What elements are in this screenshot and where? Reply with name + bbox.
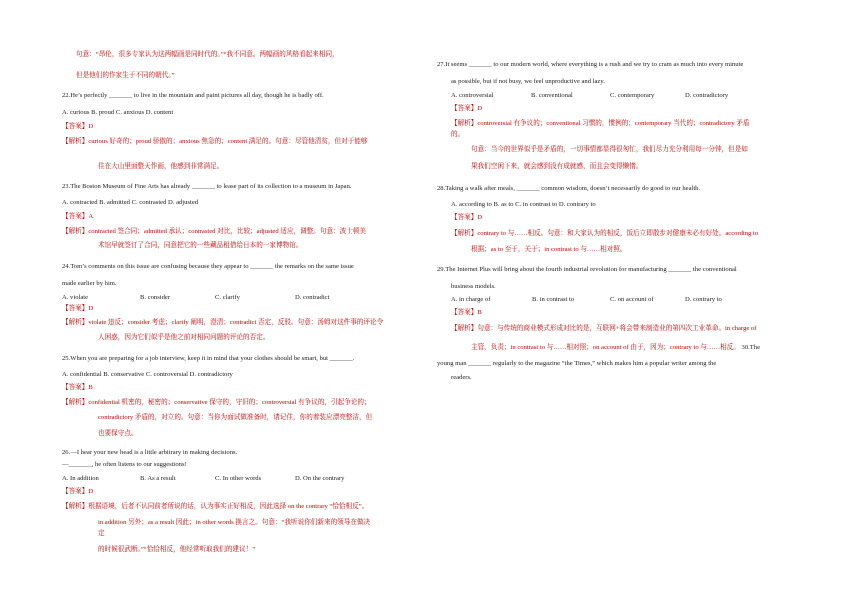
question-23-answer: 【答案】A <box>62 213 94 220</box>
question-26: 26.—I hear your new head is a little arbitrary in making decisions. <box>62 449 238 456</box>
question-29-options <box>437 296 811 304</box>
question-25-explanation: contradictory 矛盾的，对立的。句意：当你为面试做准备时，请记住，你的着装应漂亮整洁，但 <box>98 414 373 421</box>
option-c: C. clarify <box>215 294 240 301</box>
option-a: A. In addition <box>62 475 99 482</box>
question-27-options <box>437 92 811 100</box>
option-c: C. contemporary <box>610 92 655 99</box>
option-a: A. controversial <box>451 92 494 99</box>
question-29-explanation: 主管，负责；in contrast to 与……相对照；on account of 由于，因为；contrary to 与……相反。 <box>471 344 740 351</box>
question-28-options: A. according to B. as to C. in contrast to D. contrary to <box>451 201 596 208</box>
question-22-explanation: 【解析】curious 好奇的；proud 骄傲的；anxious 焦急的；content 满足的。句意：尽管他清贫，但对于能够 <box>62 138 368 145</box>
question-22-answer: 【答案】D <box>62 123 94 130</box>
question-26-explanation: 【解析】根据语境，后者不认同前者所说的话，认为事实正好相反，因此选择 on the contrary “恰恰相反”。 <box>62 503 369 510</box>
option-c: C. In other words <box>215 475 262 482</box>
question-23: 23.The Boston Museum of Fine Arts has already _______ to lease part of its collection to a museum in Japan. <box>62 183 352 190</box>
question-23-options: A. contracted B. admitted C. contrasted D. adjusted <box>62 199 199 206</box>
question-29-explanation: 【解析】句意：与传统的商业模式形成对比的是，互联网+将会带来制造业的第四次工业革命。in charge of <box>451 325 757 332</box>
question-26-answer: 【答案】D <box>62 488 94 495</box>
question-24-options <box>62 294 422 302</box>
question-24: made earlier by him. <box>62 280 117 287</box>
question-27-explanation: 句意：当今的世界似乎是矛盾的，一切事情都显得很匆忙，我们尽力充分利用每一分钟，但是如 <box>471 146 748 153</box>
option-d: D. contrary to <box>685 296 722 303</box>
option-c: C. on account of <box>610 296 654 303</box>
question-23-explanation: 【解析】contracted 签合同；admitted 承认；contrasted 对比，比较；adjusted 适应，调整。句意：波士顿美 <box>62 228 367 235</box>
intro-explanation-line: 句意：“昂伦，很多专家认为这两幅画是同时代的。”“我不同意。两幅画的风格看起来相同， <box>76 51 339 58</box>
question-26-explanation: in addition 另外；as a result 因此；in other words 换言之。句意：“我听说你们新来的领导在做决 <box>98 519 371 526</box>
question-29-explanation-row <box>437 344 831 352</box>
option-d: D. contradict <box>295 294 330 301</box>
option-b: B. conventional <box>531 92 573 99</box>
question-25-options: A. confidential B. conservative C. controversial D. contradictory <box>62 371 233 378</box>
question-29-answer: 【答案】B <box>451 309 482 316</box>
question-29: 29.The Internet Plus will bring about the fourth industrial revolution for manufacturing _______ the conventional <box>437 266 737 273</box>
question-22-options: A. curious B. proud C. anxious D. content <box>62 109 174 116</box>
question-26-options <box>62 475 422 483</box>
question-25: 25.When you are preparing for a job interview, keep it in mind that your clothes should be smart, but _______. <box>62 355 355 362</box>
option-a: A. in charge of <box>451 296 491 303</box>
question-26: —_______, he often listens to our suggestions! <box>62 461 187 468</box>
question-28-answer: 【答案】D <box>451 214 483 221</box>
question-24-answer: 【答案】D <box>62 305 94 312</box>
question-30: young man _______ regularly to the magazine “the Times,” which makes him a popular writer among the <box>437 360 717 367</box>
question-30-number: 30.The <box>741 344 761 351</box>
question-24-explanation: 【解析】violate 违反；consider 考虑；clarify 阐明，澄清；contradict 否定，反驳。句意：汤姆对这件事的评论令 <box>62 319 384 326</box>
option-a: A. violate <box>62 294 89 301</box>
question-24-explanation: 人困惑，因为它们似乎是他之前对相同问题的评论的否定。 <box>98 334 270 341</box>
question-30: readers. <box>451 374 472 381</box>
question-23-explanation: 术馆早就签订了合同，同意把它的一些藏品租借给日本的一家博物馆。 <box>98 242 303 249</box>
option-b: B. As a result <box>140 475 176 482</box>
intro-explanation-line: 但是他们的作家生于不同的朝代。” <box>76 72 175 79</box>
option-d: D. On the contrary <box>295 475 345 482</box>
option-b: B. in contrast to <box>532 296 575 303</box>
question-27-explanation: 果我们空闲下来，就会感到没有成就感，而且会变得懒惰。 <box>471 163 643 170</box>
question-29: business models. <box>451 283 496 290</box>
question-22: 22.He’s perfectly _______ to live in the mountain and paint pictures all day, though he is badly off. <box>62 92 324 99</box>
question-28-explanation: 【解析】contrary to 与……相反。句意：和大家认为的相反，饭后立即散步对健康未必有好处。according to <box>451 230 759 237</box>
question-28: 28.Taking a walk after meals, _______ common wisdom, doesn’t necessarily do good to our health. <box>437 185 701 192</box>
question-26-explanation: 的时候很武断。”“恰恰相反，他经常听取我们的建议！” <box>98 546 256 553</box>
question-27: 27.It seems _______ to our modern world, where everything is a rush and we try to cram as much into every minute <box>437 61 744 68</box>
question-25-explanation: 【解析】confidential 机密的，秘密的；conservative 保守的，守旧的；controversial 有争议的，引起争论的； <box>62 399 371 406</box>
question-24: 24.Tom’s comments on this issue are confusing because they appear to _______ the remarks on the same issue <box>62 263 354 270</box>
question-22-explanation: 住在大山里面整天作画，他感到非常满足。 <box>98 163 224 170</box>
question-25-answer: 【答案】B <box>62 384 93 391</box>
question-27-explanation: 【解析】controversial 有争议的；conventional 习惯的，惯例的；contemporary 当代的；contradictory 矛盾 <box>451 120 750 127</box>
question-26-explanation: 定 <box>98 530 105 537</box>
question-28-explanation: 根据；as to 至于，关于；in contrast to 与……相对照。 <box>471 246 627 253</box>
question-27: as possible, but if not busy, we feel unproductive and lazy. <box>451 78 605 85</box>
question-27-answer: 【答案】D <box>451 105 483 112</box>
option-d: D. contradictory <box>685 92 729 99</box>
question-25-explanation: 也要保守点。 <box>98 430 138 437</box>
option-b: B. consider <box>140 294 171 301</box>
question-27-explanation: 的。 <box>451 131 465 138</box>
